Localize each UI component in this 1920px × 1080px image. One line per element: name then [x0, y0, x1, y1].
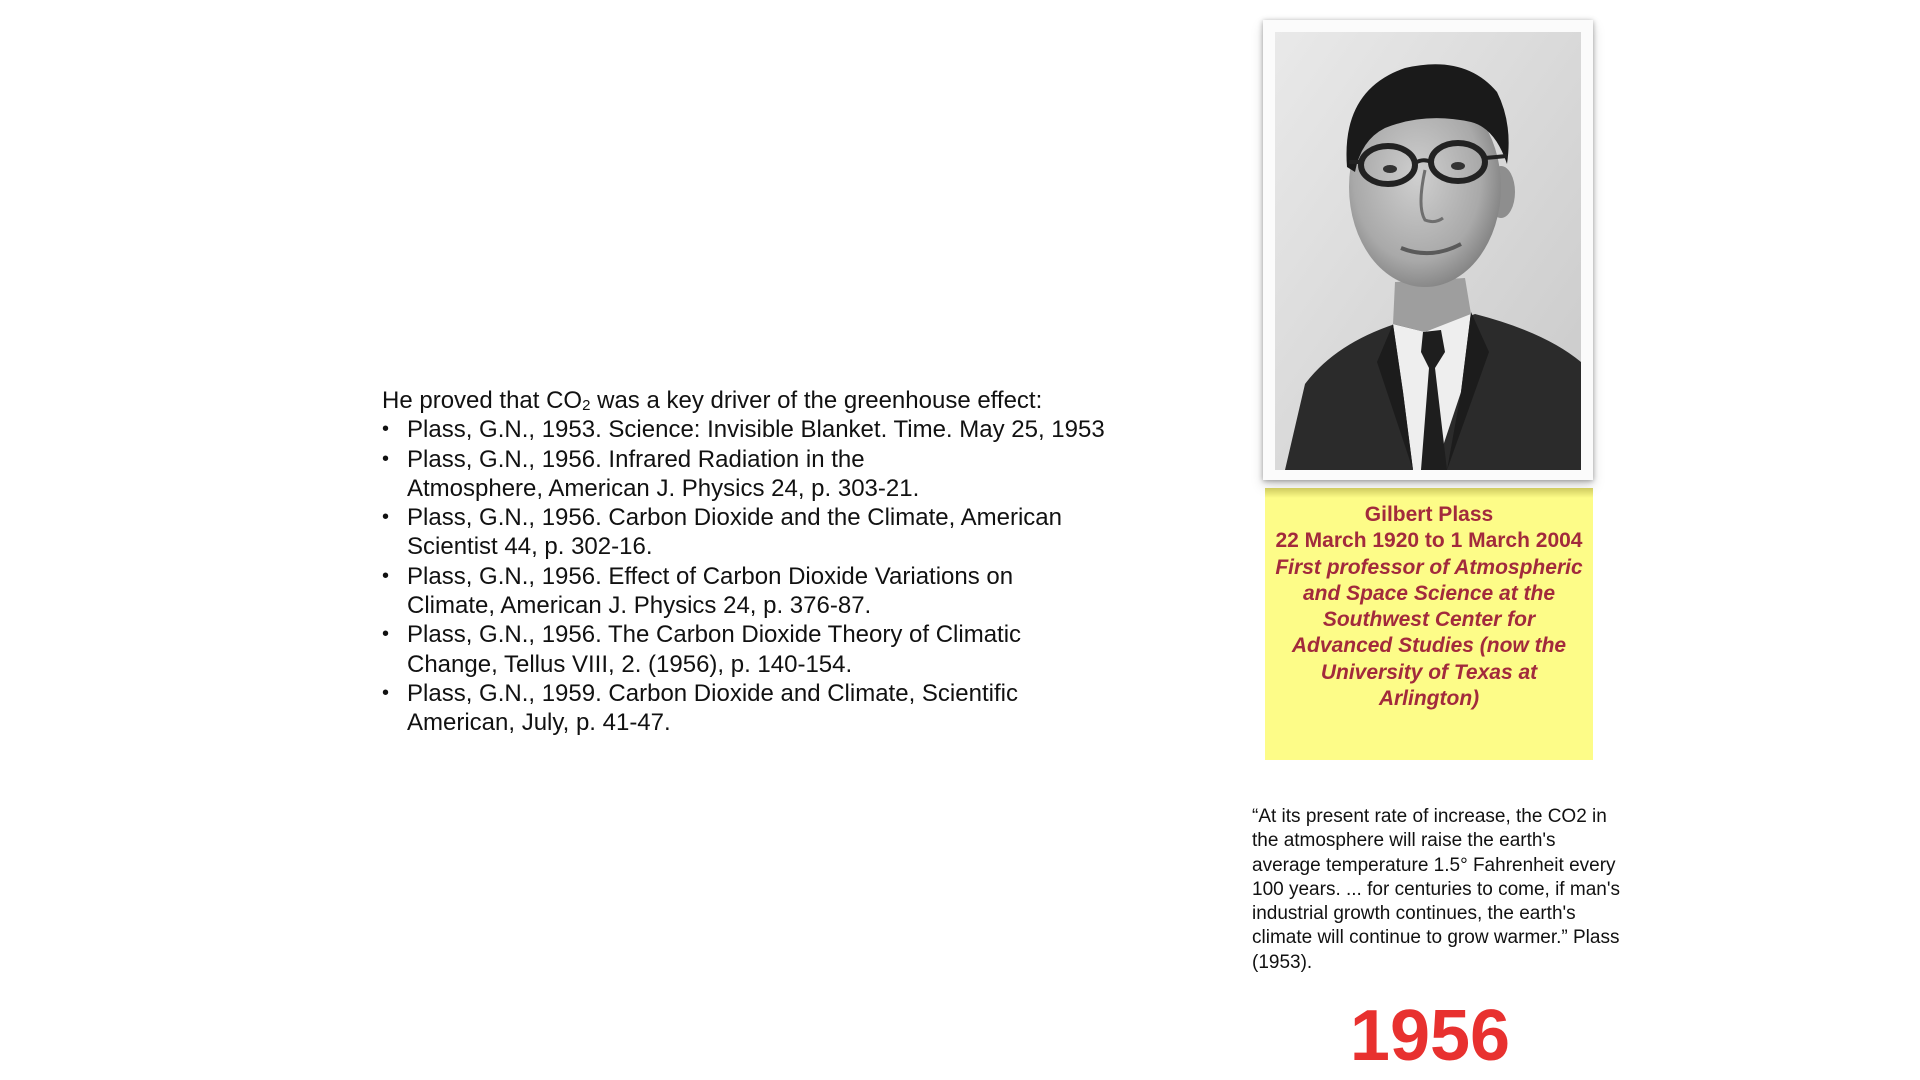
reference-item: [382, 503, 1127, 562]
bullet-icon: •: [382, 506, 390, 529]
intro-text-after: was a key driver of the greenhouse effect:: [590, 387, 1043, 414]
portrait-photo: [1275, 32, 1581, 470]
reference-text: Plass, G.N., 1956. Effect of Carbon Dioxide Variations on Climate, American J. Physics 24, p. 376-87.: [407, 562, 1014, 620]
plass-quote: “At its present rate of increase, the CO2 in the atmosphere will raise the earth's average temperature 1.5° Fahrenheit every 100 years. ... for centuries to come, if man's industrial growth continues, the earth's climate will continue to grow warmer.” Plass (1953).: [1252, 806, 1620, 973]
reference-list: [382, 415, 1142, 737]
caption-name: Gilbert Plass: [1364, 503, 1494, 526]
reference-text: Plass, G.N., 1956. Carbon Dioxide and the Climate, American Scientist 44, p. 302-16.: [407, 504, 1062, 561]
portrait-illustration: [1275, 32, 1581, 470]
reference-item: [382, 562, 1087, 621]
year-label: 1956: [1349, 996, 1511, 1076]
references-block: [382, 386, 1142, 738]
reference-item: [382, 620, 1087, 679]
portrait-caption: [1265, 488, 1593, 760]
bullet-icon: •: [382, 564, 390, 587]
caption-shadow: [1265, 488, 1593, 498]
references-intro: [382, 386, 1142, 415]
portrait-frame: [1263, 20, 1593, 480]
reference-text: Plass, G.N., 1959. Carbon Dioxide and Climate, Scientific American, July, p. 41-47.: [407, 679, 1018, 737]
intro-subscript: 2: [582, 397, 591, 414]
reference-text: Plass, G.N., 1956. The Carbon Dioxide Theory of Climatic Change, Tellus VIII, 2. (1956), p. 140-154.: [407, 621, 1022, 678]
reference-item: [382, 445, 1002, 504]
caption-dates: 22 March 1920 to 1 March 2004: [1275, 529, 1583, 553]
reference-item: [382, 415, 1307, 444]
reference-item: [382, 679, 1087, 738]
caption-role: First professor of Atmospheric and Space Science at the Southwest Center for Advanced Studies (now the University of Texas at Arlington): [1275, 555, 1583, 711]
bullet-icon: •: [382, 681, 390, 704]
bullet-icon: •: [382, 418, 390, 441]
bullet-icon: •: [382, 623, 390, 646]
intro-text-before: He proved that CO: [382, 387, 583, 414]
reference-text: Plass, G.N., 1956. Infrared Radiation in the Atmosphere, American J. Physics 24, p. 303-21.: [407, 445, 920, 502]
bullet-icon: •: [382, 447, 390, 470]
reference-text: Plass, G.N., 1953. Science: Invisible Blanket. Time. May 25, 1953: [407, 416, 1105, 444]
